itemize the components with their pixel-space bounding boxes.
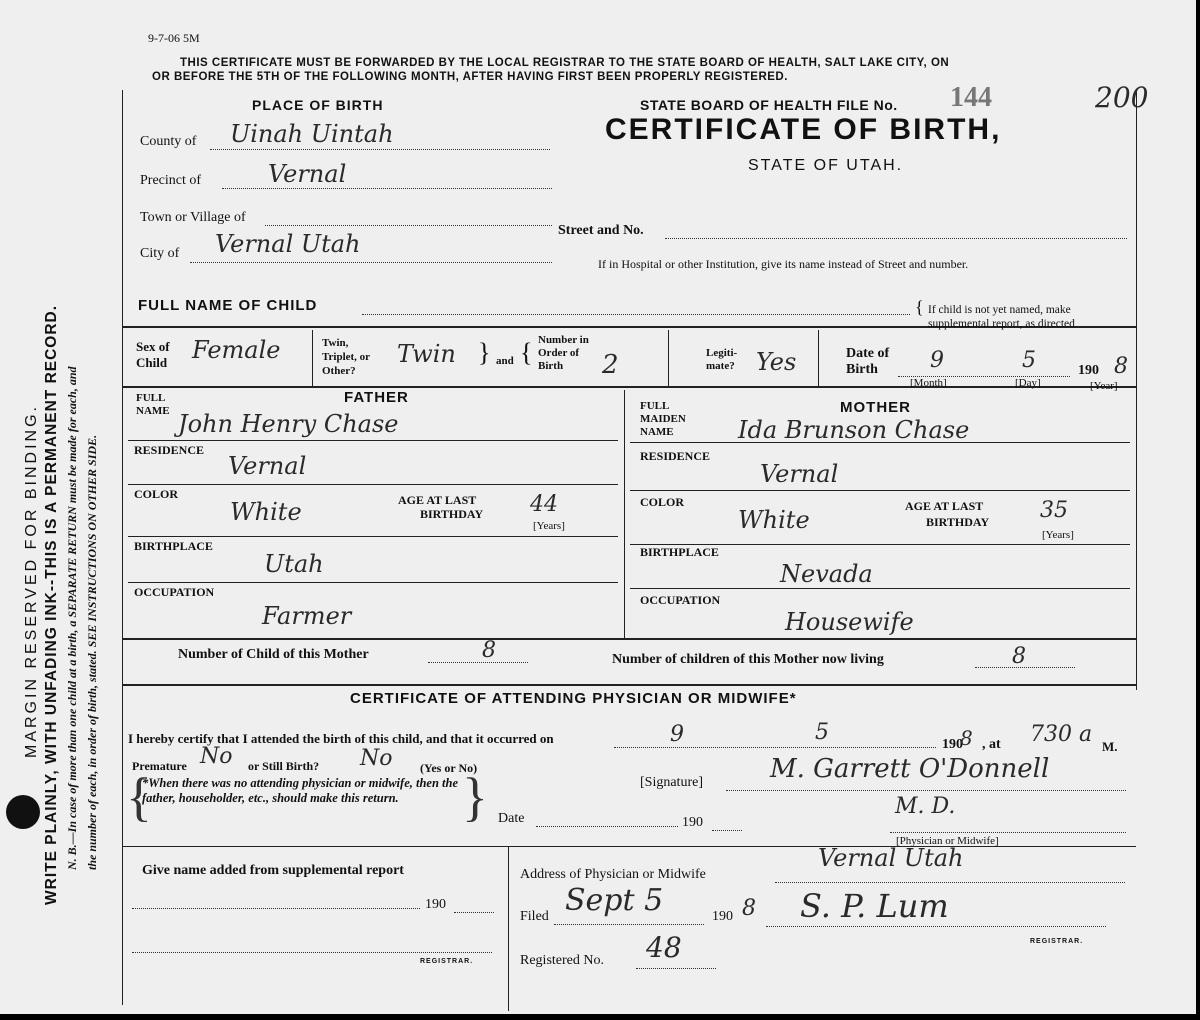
- filed-year-prefix: 190: [712, 909, 733, 924]
- father-age-value: 44: [530, 492, 558, 517]
- nb-note-2: the number of each, in order of birth, stated. SEE INSTRUCTIONS ON OTHER SIDE.: [85, 434, 99, 870]
- hospital-note: If in Hospital or other Institution, give its name instead of Street and number.: [598, 257, 969, 271]
- mother-color-value: White: [738, 506, 810, 534]
- sex-label: Sex of Child: [136, 339, 170, 370]
- father-birthday-label: BIRTHDAY: [420, 507, 484, 521]
- occurred-year-suffix: 8: [960, 726, 973, 750]
- registrar-caption: REGISTRAR.: [1030, 938, 1084, 945]
- occurred-day: 5: [815, 720, 829, 745]
- legitimate-value: Yes: [756, 348, 797, 376]
- mother-occupation-label: OCCUPATION: [640, 593, 721, 607]
- father-color-value: White: [230, 498, 302, 526]
- city-value: Vernal Utah: [215, 230, 361, 258]
- month-caption: [Month]: [910, 377, 947, 389]
- registered-label: Registered No.: [520, 953, 604, 968]
- certificate-title: CERTIFICATE OF BIRTH,: [605, 113, 1002, 146]
- address-label: Address of Physician or Midwife: [520, 867, 706, 882]
- living-value: 8: [1012, 644, 1026, 669]
- father-residence-value: Vernal: [228, 452, 307, 480]
- write-plainly-note: WRITE PLAINLY, WITH UNFADING INK--THIS IS A PERMANENT RECORD.: [43, 304, 60, 905]
- date-label: Date of Birth: [846, 346, 890, 377]
- precinct-label: Precinct of: [140, 173, 202, 188]
- meridiem-label: M.: [1102, 739, 1118, 754]
- mother-age-label: AGE AT LAST: [905, 499, 984, 513]
- father-birthplace-value: Utah: [264, 550, 324, 578]
- file-number-label: STATE BOARD OF HEALTH FILE No.: [640, 97, 898, 113]
- place-of-birth-heading: PLACE OF BIRTH: [252, 97, 384, 113]
- birth-year-prefix: 190: [1078, 363, 1099, 378]
- child-name-note: If child is not yet named, make supplemental report, as directed: [928, 304, 1075, 330]
- legitimate-label: Legiti- mate?: [706, 347, 738, 372]
- registered-number: 48: [646, 931, 682, 964]
- father-name-value: John Henry Chase: [178, 410, 399, 438]
- stillbirth-value: No: [360, 746, 393, 771]
- premature-label: Premature: [132, 759, 187, 773]
- day-caption: [Day]: [1015, 377, 1041, 389]
- mother-name-label: FULL MAIDEN NAME: [640, 400, 686, 438]
- birth-year-suffix: 8: [1114, 354, 1128, 379]
- nb-note-1: N. B.—In case of more than one child at a birth, a SEPARATE RETURN must be made for each, and: [65, 366, 79, 870]
- mother-color-label: COLOR: [640, 495, 685, 509]
- father-age-label: AGE AT LAST: [398, 493, 477, 507]
- physician-caption: [Physician or Midwife]: [896, 835, 999, 847]
- mother-occupation-value: Housewife: [785, 608, 914, 636]
- precinct-value: Vernal: [268, 160, 347, 188]
- file-handwritten-number: 200: [1095, 81, 1149, 114]
- father-years-caption: [Years]: [533, 520, 565, 532]
- no-physician-note: *When there was no attending physician or midwife, then the father, householder, etc., should make this return.: [142, 776, 459, 805]
- mother-residence-value: Vernal: [760, 460, 839, 488]
- physician-signature: M. Garrett O'Donnell: [770, 754, 1050, 784]
- mother-birthday-label: BIRTHDAY: [926, 515, 990, 529]
- county-value: Uinah Uintah: [230, 120, 394, 148]
- margin-reserved-note: MARGIN RESERVED FOR BINDING.: [23, 404, 40, 758]
- filed-label: Filed: [520, 909, 549, 924]
- twin-label: Twin, Triplet, or Other?: [322, 337, 370, 377]
- mother-years-caption: [Years]: [1042, 529, 1074, 541]
- order-value: 2: [602, 350, 619, 380]
- child-number-label: Number of Child of this Mother: [178, 647, 369, 662]
- county-label: County of: [140, 134, 197, 149]
- and-label: and: [496, 355, 514, 367]
- living-label: Number of children of this Mother now living: [612, 652, 884, 667]
- father-name-label: FULL NAME: [136, 392, 170, 417]
- mother-residence-label: RESIDENCE: [640, 449, 711, 463]
- father-residence-label: RESIDENCE: [134, 443, 205, 457]
- stillbirth-label: or Still Birth?: [248, 759, 320, 773]
- mother-heading: MOTHER: [840, 399, 911, 416]
- state-subtitle: STATE OF UTAH.: [748, 157, 904, 174]
- child-number-value: 8: [482, 638, 496, 663]
- notice-line-1: THIS CERTIFICATE MUST BE FORWARDED BY THE LOCAL REGISTRAR TO THE STATE BOARD OF HEALTH, SALT LAKE CITY, ON: [180, 57, 950, 69]
- at-label: , at: [982, 737, 1001, 752]
- mother-age-value: 35: [1040, 498, 1068, 523]
- supplemental-label: Give name added from supplemental report: [142, 863, 404, 878]
- date-190-year: 190: [682, 815, 703, 830]
- registrar-signature: S. P. Lum: [800, 887, 949, 925]
- form-code: 9-7-06 5M: [148, 31, 200, 45]
- twin-value: Twin: [397, 340, 456, 368]
- mother-name-value: Ida Brunson Chase: [738, 416, 970, 444]
- city-label: City of: [140, 246, 180, 261]
- binding-hole: [6, 795, 40, 829]
- street-label: Street and No.: [558, 223, 644, 238]
- year-caption: [Year]: [1090, 380, 1118, 392]
- supplemental-registrar: REGISTRAR.: [420, 958, 474, 965]
- father-color-label: COLOR: [134, 487, 179, 501]
- occurred-month: 9: [670, 722, 684, 747]
- birth-month: 9: [930, 348, 944, 373]
- father-birthplace-label: BIRTHPLACE: [134, 539, 213, 553]
- mother-birthplace-value: Nevada: [780, 560, 873, 588]
- birth-day: 5: [1022, 348, 1036, 373]
- file-number-value: 144: [950, 82, 992, 113]
- town-label: Town or Village of: [140, 210, 246, 225]
- notice-line-2: OR BEFORE THE 5TH OF THE FOLLOWING MONTH, AFTER HAVING FIRST BEEN PROPERLY REGISTERED.: [152, 71, 788, 83]
- filed-date: Sept 5: [565, 883, 664, 918]
- occurred-year-prefix: 190: [942, 737, 963, 752]
- father-heading: FATHER: [344, 389, 409, 406]
- signature-label: [Signature]: [640, 775, 703, 790]
- birth-certificate: 9-7-06 5M THIS CERTIFICATE MUST BE FORWARDED BY THE LOCAL REGISTRAR TO THE STATE BOARD OF HEALTH, SALT LAKE CITY, ON OR BEFORE THE 5TH OF THE FOLLOWING MONTH, AFTER HAVING FIRST BEEN PROPERLY REGISTERED. MARGIN RESERVED FOR BINDING. WRITE PLAINLY, WITH UNFADING INK--THIS IS A PERMANENT RECORD. N. B.—In case of more than one child at a birth, a SEPARATE RETURN must be made for each, and the number of each, in order of birth, stated. SEE INSTRUCTIONS ON OTHER SIDE. PLACE OF BIRTH County of Uinah Uintah Precinct of Vernal Town or Village of City of Vernal Utah STATE BOARD OF HEALTH FILE No. 144 200 CERTIFICATE OF BIRTH, STATE OF UTAH. Street and No. If in Hospital or other Institution, give its name instead of Street and number. FULL NAME OF CHILD { If child is not yet named, make supplemental report, as directed Sex of Child Female Twin, Triplet, or Other? Twin } and { Number in Order of Birth 2 Legiti- mate? Yes Date of Birth 9 5 190 8 [Month] [Day] [Year] FATHER FULL NAME John Henry Chase RESIDENCE Vernal COLOR White AGE AT LAST BIRTHDAY 44 [Years] BIRTHPLACE Utah OCCUPATION Farmer MOTHER FULL MAIDEN NAME Ida Brunson Chase RESIDENCE Vernal COLOR White AGE AT LAST BIRTHDAY 35 [Years] BIRTHPLACE Nevada OCCUPATION Housewife Number of Child of this Mother 8 Number of children of this Mother now living 8 CERTIFICATE OF ATTENDING PHYSICIAN OR MIDWIFE* I hereby certify that I attended the birth of this child, and that it occurred on 9 5 190 8 , at 730 a M. Premature No or Still Birth? No (Yes or No) { *When there was no attending physician or midwife, then the father, householder, etc., should make this return. } [Signature] M. Garrett O'Donnell M. D. [Physician or Midwife] Date 190 Give name added from supplemental report 190 REGISTRAR. Address of Physician or Midwife Vernal Utah Filed Sept 5 190 8 S. P. Lum REGISTRAR. Registered No. 48: [0, 0, 1196, 1014]
- filed-year-suffix: 8: [742, 896, 756, 921]
- address-value: Vernal Utah: [818, 844, 964, 872]
- physician-title: M. D.: [895, 794, 956, 819]
- premature-value: No: [200, 744, 233, 769]
- mother-birthplace-label: BIRTHPLACE: [640, 545, 719, 559]
- child-name-label: FULL NAME OF CHILD: [138, 297, 318, 314]
- father-occupation-label: OCCUPATION: [134, 585, 215, 599]
- yes-or-no-label: (Yes or No): [420, 761, 478, 775]
- sex-value: Female: [192, 336, 281, 364]
- supplemental-year: 190: [425, 897, 446, 912]
- certify-statement: I hereby certify that I attended the birth of this child, and that it occurred on: [128, 731, 554, 746]
- date-190-label: Date: [498, 811, 525, 826]
- physician-heading: CERTIFICATE OF ATTENDING PHYSICIAN OR MIDWIFE*: [350, 690, 797, 707]
- occurred-time: 730 a: [1030, 722, 1093, 747]
- father-occupation-value: Farmer: [262, 602, 352, 630]
- order-label: Number in Order of Birth: [538, 334, 589, 372]
